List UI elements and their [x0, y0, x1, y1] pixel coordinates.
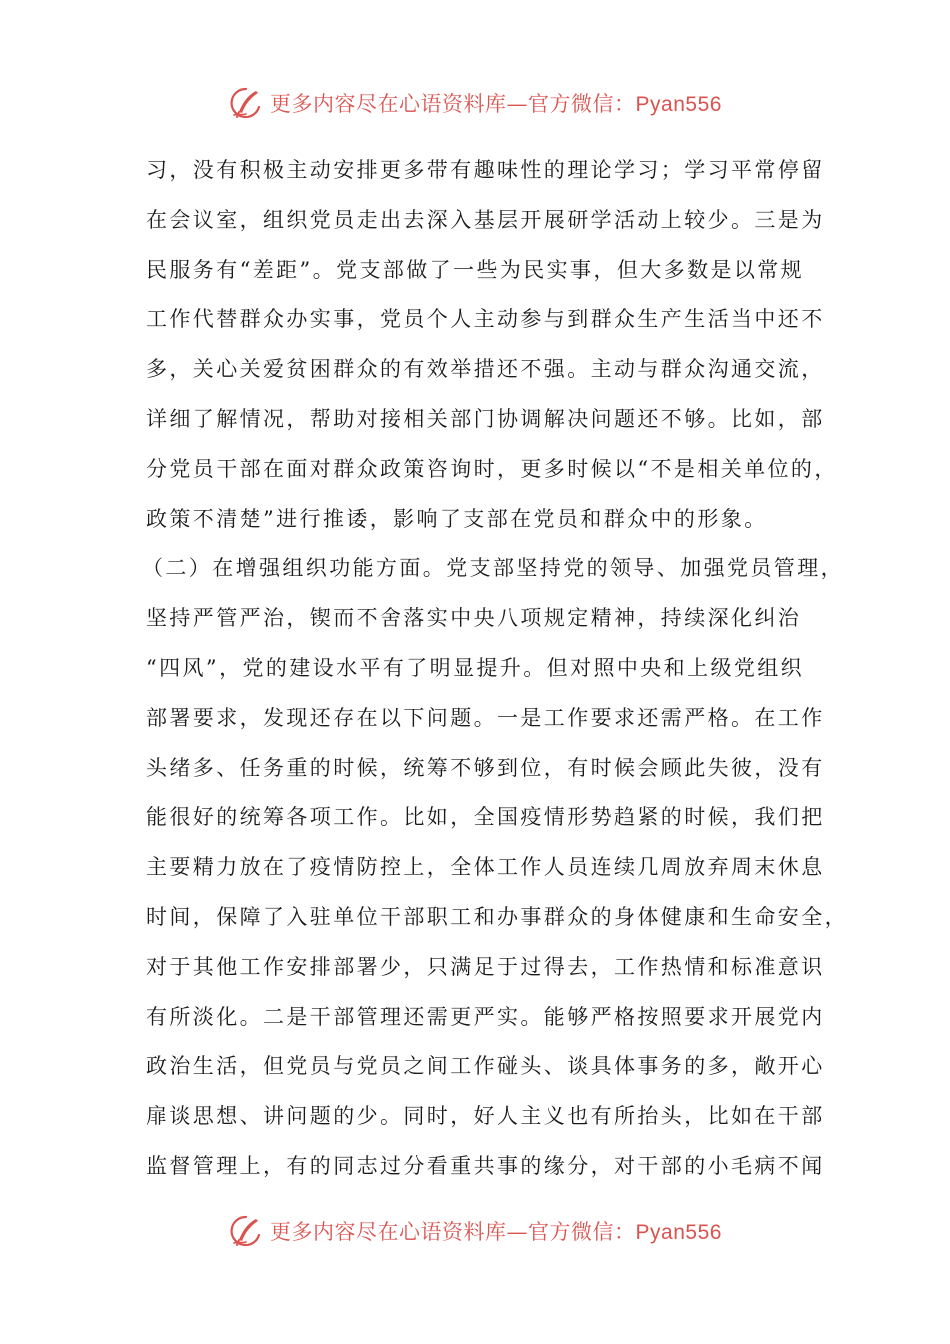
body-line: 头绪多、任务重的时候，统筹不够到位，有时候会顾此失彼，没有: [146, 755, 825, 780]
section-heading-line: （二）在增强组织功能方面。党支部坚持党的领导、加强党员管理，: [142, 556, 844, 581]
body-line: 详细了解情况，帮助对接相关部门协调解决问题还不够。比如，部: [146, 406, 825, 431]
body-line: 政治生活，但党员与党员之间工作碰头、谈具体事务的多，敞开心: [146, 1054, 825, 1079]
body-line: 习，没有积极主动安排更多带有趣味性的理论学习；学习平常停留: [146, 158, 825, 182]
body-line: 扉谈思想、讲问题的少。同时，好人主义也有所抬头，比如在干部: [146, 1104, 825, 1129]
body-line: 能很好的统筹各项工作。比如，全国疫情形势趋紧的时候，我们把: [146, 805, 825, 830]
body-line: 分党员干部在面对群众政策咨询时，更多时候以“不是相关单位的，: [146, 456, 838, 481]
body-line: 主要精力放在了疫情防控上，全体工作人员连续几周放弃周末休息: [146, 855, 825, 880]
body-line: 时间，保障了入驻单位干部职工和办事群众的身体健康和生命安全，: [146, 904, 848, 929]
body-line: 有所淡化。二是干部管理还需更严实。能够严格按照要求开展党内: [146, 1004, 825, 1029]
quill-pen-circle-icon: [228, 85, 264, 121]
body-line: 多，关心关爱贫困群众的有效举措还不强。主动与群众沟通交流，: [146, 357, 825, 382]
body-line: 部署要求，发现还存在以下问题。一是工作要求还需严格。在工作: [146, 705, 825, 730]
body-line: “四风”，党的建设水平有了明显提升。但对照中央和上级党组织: [146, 655, 805, 680]
body-line: 监督管理上，有的同志过分看重共事的缘分，对干部的小毛病不闻: [146, 1153, 825, 1178]
document-body: [142, 146, 848, 1192]
header-watermark-banner: [0, 80, 950, 126]
body-line: 民服务有“差距”。党支部做了一些为民实事，但大多数是以常规: [146, 257, 805, 282]
footer-watermark-banner: [0, 1208, 950, 1254]
body-line: 政策不清楚”进行推诿，影响了支部在党员和群众中的形象。: [146, 506, 768, 531]
quill-pen-circle-icon: [228, 1213, 264, 1249]
footer-watermark-text: 更多内容尽在心语资料库—官方微信：Pyan556: [270, 1220, 722, 1244]
header-watermark-text: 更多内容尽在心语资料库—官方微信：Pyan556: [270, 92, 722, 116]
body-line: 对于其他工作安排部署少，只满足于过得去，工作热情和标准意识: [146, 954, 825, 979]
body-line: 工作代替群众办实事，党员个人主动参与到群众生产生活当中还不: [146, 307, 825, 332]
body-line: 坚持严管严治，锲而不舍落实中央八项规定精神，持续深化纠治: [146, 606, 802, 631]
body-line: 在会议室，组织党员走出去深入基层开展研学活动上较少。三是为: [146, 207, 825, 232]
